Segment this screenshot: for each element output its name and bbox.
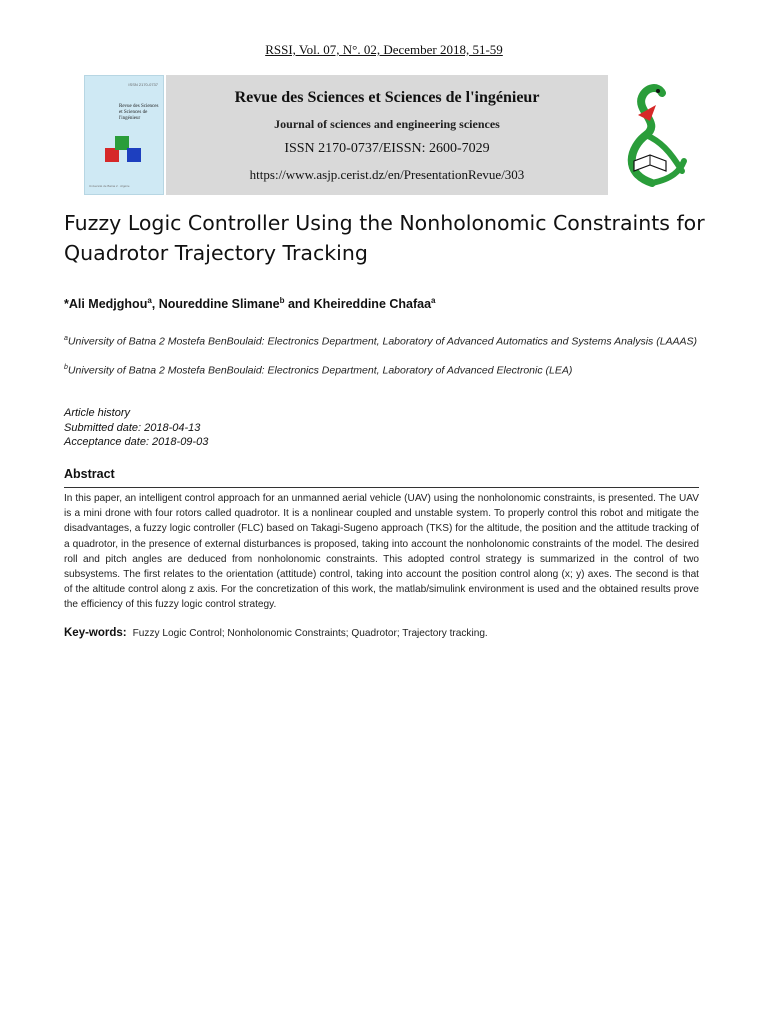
keywords-text: Fuzzy Logic Control; Nonholonomic Constraints; Quadrotor; Trajectory tracking. — [132, 628, 488, 639]
paper-title: Fuzzy Logic Controller Using the Nonholonomic Constraints for Quadrotor Trajectory Tracking — [64, 211, 705, 265]
author-name: Kheireddine Chafaa — [313, 297, 432, 312]
cover-cube-blue — [127, 148, 141, 162]
journal-issn: ISSN 2170-0737/EISSN: 2600-7029 — [284, 141, 490, 156]
author-name: *Ali Medjghou — [64, 297, 148, 312]
author-affiliation-mark: b — [279, 296, 285, 305]
cover-footer: Université de Batna 2 · Algérie — [89, 184, 130, 188]
history-label: Article history — [64, 407, 131, 419]
author-affiliation-mark: a — [431, 296, 436, 305]
affiliation-b: $^b$University of Batna 2 Mostefa BenBoulaid: Electronics Department, Laboratory of Advanced Electronic (LEA) — [64, 364, 573, 377]
journal-banner — [84, 75, 690, 195]
cover-title: Revue des Sciences et Sciences de l'ingénieur — [119, 104, 159, 121]
acceptance-date: Acceptance date: 2018-09-03 — [64, 436, 209, 448]
author-list: *Ali Medjghou$^a$, Noureddine Slimane$^b$ and Kheireddine Chafaa$^a$ — [64, 296, 436, 312]
abstract-text: In this paper, an intelligent control approach for an unmanned aerial vehicle (UAV) using the nonholonomic constraints, is presented. The UAV is a mini drone with four rotors called quadrotor. It is a nonlinear coupled and unstable system. To properly control this robot and mitigate the disadvantages, a fuzzy logic controller (FLC) based on Takagi-Sugeno approach (TKS) for the altitude, the position and the attitude tracking of a quadrotor, in the presence of external disturbances is proposed, taking into account the nonholonomic constraints of the model. The desired roll and pitch angles are deduced from nonholonomic constraints. This adopted control strategy is summarized in the control of two subsystems. The first relates to the orientation (attitude) control, taking into account the position control along (x; y) axes. The second is that of the altitude control along z axis. For the concretization of this work, the matlab/simulink environment is used and the obtained results prove the efficiency of this fuzzy logic control strategy. — [64, 493, 699, 611]
abstract-divider — [64, 487, 699, 488]
keywords — [64, 627, 488, 639]
journal-cover-image — [84, 75, 164, 195]
submitted-date: Submitted date: 2018-04-13 — [64, 421, 201, 434]
journal-title-panel — [166, 75, 608, 195]
cover-cube-red — [105, 148, 119, 162]
journal-logo — [612, 75, 690, 195]
journal-subtitle: Journal of sciences and engineering sciences — [274, 117, 500, 131]
author-affiliation-mark: a — [147, 296, 152, 305]
journal-url: https://www.asjp.cerist.dz/en/PresentationRevue/303 — [249, 167, 525, 182]
journal-title: Revue des Sciences et Sciences de l'ingénieur — [234, 89, 540, 106]
cover-code: ISSN 2170-0737 — [128, 82, 158, 87]
affiliation-a: $^a$University of Batna 2 Mostefa BenBoulaid: Electronics Department, Laboratory of Advanced Automatics and Systems Analysis (LAAAS) — [64, 335, 698, 348]
keywords-label: Key-words: — [64, 627, 127, 639]
author-name: Noureddine Slimane — [158, 297, 280, 312]
article-history — [64, 406, 208, 450]
abstract-heading: Abstract — [64, 467, 115, 481]
journal-reference: RSSI, Vol. 07, N°. 02, December 2018, 51-59 — [265, 42, 503, 57]
